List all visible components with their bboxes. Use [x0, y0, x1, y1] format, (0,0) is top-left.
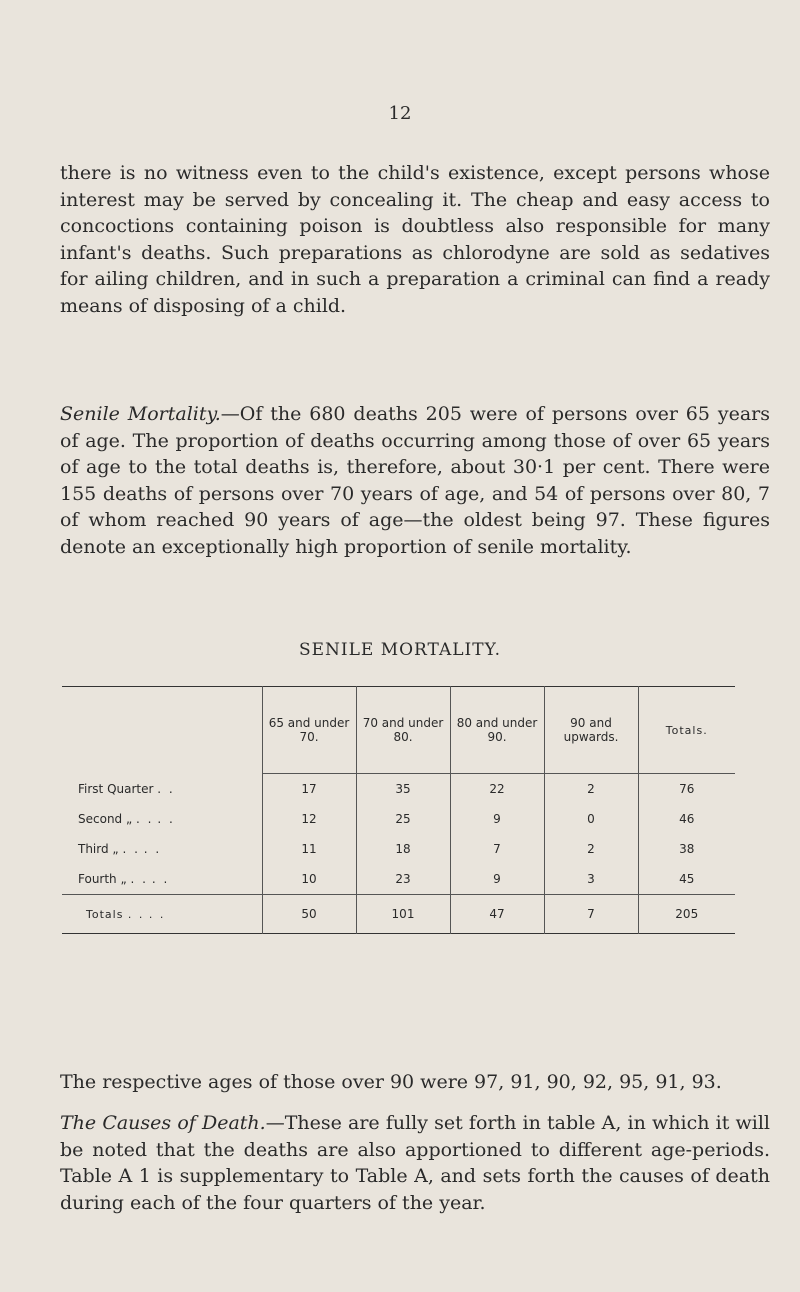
totals-cell: 205: [638, 895, 735, 934]
table-cell: 76: [638, 774, 735, 805]
row-label: Third „ . . . .: [78, 842, 162, 856]
table-cell: 10: [262, 864, 356, 895]
table-cell: 7: [450, 834, 544, 864]
totals-cell: 7: [544, 895, 638, 934]
table-row: [62, 804, 735, 834]
col-header-70-80: 70 and under 80.: [356, 687, 450, 774]
paragraph-infant-deaths: there is no witness even to the child's existence, except persons whose interest may be served by concealing it. The cheap and easy access to concoctions containing poison is doubtless also responsible for many infant's deaths. Such preparations as chlorodyne are sold as sedatives for ailing children, and in such a preparation a criminal can find a ready means of disposing of a child.: [60, 162, 770, 317]
table-cell: 17: [262, 774, 356, 805]
table-cell: 0: [544, 804, 638, 834]
table-row: [62, 834, 735, 864]
paragraph-causes-of-death: [60, 1110, 770, 1216]
ages-over-90-text: The respective ages of those over 90 were 97, 91, 90, 92, 95, 91, 93.: [60, 1071, 722, 1093]
totals-label: Totals . . . .: [62, 895, 262, 934]
table-cell: 11: [262, 834, 356, 864]
row-label: First Quarter . .: [78, 781, 175, 796]
paragraph-ages-over-90: [60, 1069, 770, 1096]
table-cell: 38: [638, 834, 735, 864]
totals-cell: 101: [356, 895, 450, 934]
col-header-totals: Totals.: [638, 687, 735, 774]
table-cell: 18: [356, 834, 450, 864]
table-cell: 46: [638, 804, 735, 834]
table-cell: 2: [544, 774, 638, 805]
table-cell: 25: [356, 804, 450, 834]
page-number: 12: [388, 103, 412, 124]
table-header-row: [62, 687, 735, 774]
table-cell: 2: [544, 834, 638, 864]
row-label: Fourth „ . . . .: [78, 872, 170, 886]
table-cell: 35: [356, 774, 450, 805]
col-header-80-90: 80 and under 90.: [450, 687, 544, 774]
totals-cell: 47: [450, 895, 544, 934]
table-row: [62, 864, 735, 895]
col-header-90-up: 90 and upwards.: [544, 687, 638, 774]
table-cell: 22: [450, 774, 544, 805]
senile-mortality-table-wrap: [62, 686, 735, 921]
paragraph-senile-mortality: [60, 401, 770, 560]
table-cell: 23: [356, 864, 450, 895]
causes-of-death-text: —These are fully set forth in table A, in which it will be noted that the deaths are also apportioned to different age-periods. Table A 1 is supplementary to Table A, and sets forth the causes of death during each of the four quarters of the year.: [60, 1112, 770, 1214]
table-cell: 12: [262, 804, 356, 834]
totals-row: [62, 895, 735, 934]
senile-mortality-table: [62, 686, 735, 934]
table-cell: 3: [544, 864, 638, 895]
run-in-heading-causes: The Causes of Death.: [60, 1112, 266, 1134]
col-header-65-70: 65 and under 70.: [262, 687, 356, 774]
row-label: Second „ . . . .: [78, 812, 175, 826]
totals-cell: 50: [262, 895, 356, 934]
table-cell: 9: [450, 804, 544, 834]
header-blank: [62, 687, 262, 774]
table-row: [62, 774, 735, 805]
senile-mortality-text: —Of the 680 deaths 205 were of persons over 65 years of age. The proportion of deaths occurring among those of over 65 years of age to the total deaths is, therefore, about 30·1 per cent. There were 155 deaths of persons over 70 years of age, and 54 of persons over 80, 7 of whom reached 90 years of age—the oldest being 97. These figures denote an exceptionally high proportion of senile mortality.: [60, 403, 770, 558]
table-title: SENILE MORTALITY.: [298, 640, 502, 660]
table-cell: 9: [450, 864, 544, 895]
table-cell: 45: [638, 864, 735, 895]
run-in-heading-senile: Senile Mortality.: [60, 403, 221, 425]
